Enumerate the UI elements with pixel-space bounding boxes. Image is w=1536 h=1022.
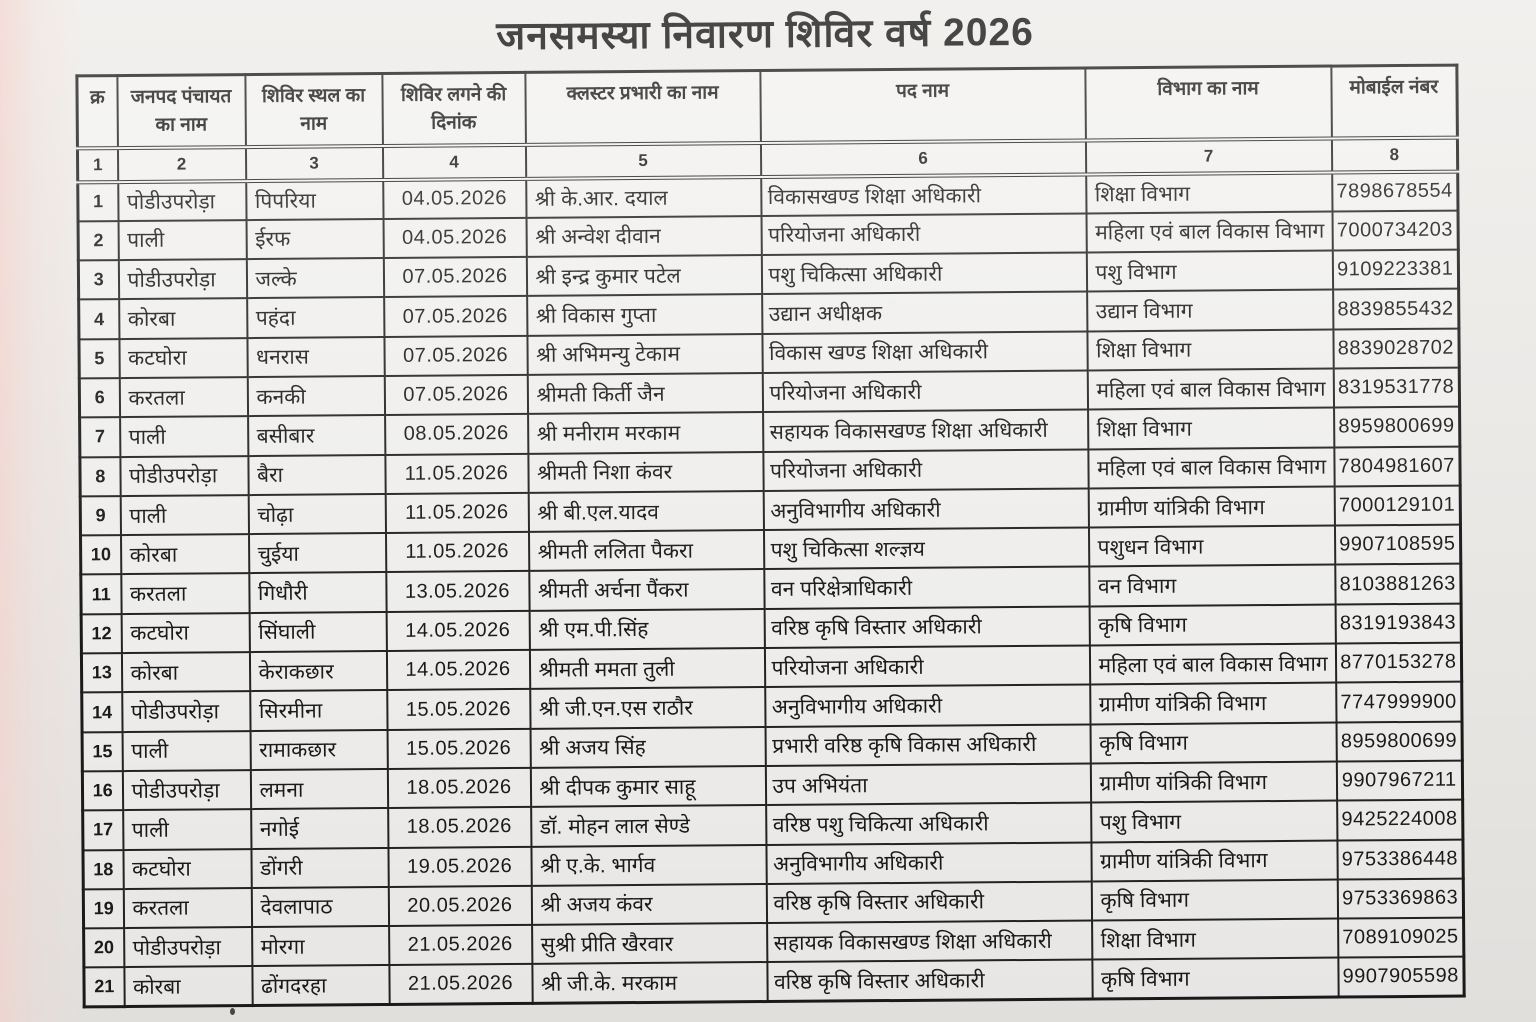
cell-serial-number: 7 xyxy=(80,417,120,457)
cell-janpad-panchayat: पोडीउपरोड़ा xyxy=(120,456,248,496)
cell-serial-number: 20 xyxy=(84,928,124,968)
cell-designation: परियोजना अधिकारी xyxy=(764,646,1089,688)
cell-department: वन विभाग xyxy=(1089,565,1335,606)
cell-mobile-number: 7089109025 xyxy=(1338,918,1464,958)
cell-camp-site: ईरफ xyxy=(246,219,383,259)
cell-designation: पशु चिकित्सा अधिकारी xyxy=(761,253,1086,295)
cell-cluster-incharge-name: श्री अभिमन्यु टेकाम xyxy=(527,334,762,375)
cell-designation: अनुविभागीय अधिकारी xyxy=(766,842,1091,884)
cell-camp-site: चुईया xyxy=(248,533,385,573)
cell-serial-number: 21 xyxy=(84,968,124,1008)
cell-janpad-panchayat: कटघोरा xyxy=(123,849,251,889)
cell-department: महिला एवं बाल विकास विभाग xyxy=(1088,447,1334,488)
cell-camp-site: पिपरिया xyxy=(246,180,383,220)
cell-janpad-panchayat: पाली xyxy=(120,416,248,456)
cell-mobile-number: 9753369863 xyxy=(1337,878,1463,918)
cell-serial-number: 4 xyxy=(79,299,119,339)
cell-mobile-number: 9109223381 xyxy=(1332,250,1458,290)
cell-cluster-incharge-name: श्री जी.एन.एस राठौर xyxy=(530,687,765,728)
table-body xyxy=(78,171,1464,1007)
cell-designation: उद्यान अधीक्षक xyxy=(762,292,1087,334)
cell-department: ग्रामीण यांत्रिकी विभाग xyxy=(1090,683,1336,724)
cell-serial-number: 6 xyxy=(79,378,119,418)
cell-designation: वरिष्ठ कृषि विस्तार अधिकारी xyxy=(767,960,1092,1002)
cell-department: महिला एवं बाल विकास विभाग xyxy=(1086,211,1332,252)
cell-designation: सहायक विकासखण्ड शिक्षा अधिकारी xyxy=(767,921,1092,963)
cell-janpad-panchayat: पाली xyxy=(118,220,246,260)
cell-designation: अनुविभागीय अधिकारी xyxy=(765,685,1090,727)
cell-cluster-incharge-name: श्री बी.एल.यादव xyxy=(528,491,763,532)
cell-janpad-panchayat: कटघोरा xyxy=(119,338,247,378)
cell-camp-date: 11.05.2026 xyxy=(385,453,528,493)
cell-camp-site: धनरास xyxy=(247,337,384,377)
cell-serial-number: 3 xyxy=(78,260,118,300)
cell-cluster-incharge-name: श्री इन्द्र कुमार पटेल xyxy=(526,255,761,296)
cell-camp-site: बसीबार xyxy=(248,415,385,455)
cell-camp-date: 04.05.2026 xyxy=(383,218,526,258)
cell-camp-date: 07.05.2026 xyxy=(384,296,527,336)
cell-department: महिला एवं बाल विकास विभाग xyxy=(1089,644,1335,685)
cell-serial-number: 17 xyxy=(83,810,123,850)
cell-camp-date: 04.05.2026 xyxy=(383,178,526,218)
camp-schedule-table xyxy=(75,64,1465,1009)
cell-serial-number: 13 xyxy=(81,653,121,693)
cell-mobile-number: 7804981607 xyxy=(1334,446,1460,486)
column-header: पद नाम xyxy=(760,68,1086,143)
cell-designation: प्रभारी वरिष्ठ कृषि विकास अधिकारी xyxy=(765,724,1090,766)
cell-mobile-number: 9907905598 xyxy=(1338,957,1464,997)
cell-camp-site: ढोंगदरहा xyxy=(252,965,389,1005)
cell-camp-site: चोढ़ा xyxy=(248,494,385,534)
cell-camp-date: 18.05.2026 xyxy=(388,807,531,847)
cell-mobile-number: 8959800699 xyxy=(1336,721,1462,761)
cell-camp-date: 18.05.2026 xyxy=(387,768,530,808)
cell-department: पशुधन विभाग xyxy=(1088,526,1334,567)
column-header: विभाग का नाम xyxy=(1085,66,1332,140)
cell-camp-site: रामाकछार xyxy=(250,730,387,770)
cell-mobile-number: 8319531778 xyxy=(1333,368,1459,408)
cell-cluster-incharge-name: श्रीमती किर्ती जैन xyxy=(527,373,762,414)
cell-camp-date: 14.05.2026 xyxy=(386,611,529,651)
cell-mobile-number: 8839028702 xyxy=(1333,328,1459,368)
cell-cluster-incharge-name: श्रीमती अर्चना पैंकरा xyxy=(529,570,764,611)
cell-mobile-number: 7000129101 xyxy=(1334,485,1460,525)
cell-camp-site: मोरगा xyxy=(252,926,389,966)
cell-serial-number: 5 xyxy=(79,339,119,379)
cell-camp-site: गिधौरी xyxy=(249,572,386,612)
cell-department: शिक्षा विभाग xyxy=(1087,329,1333,370)
cell-department: उद्यान विभाग xyxy=(1087,290,1333,331)
cell-camp-site: देवलापाठ xyxy=(251,887,388,927)
cell-designation: पशु चिकित्सा शल्ज्ञय xyxy=(763,528,1088,570)
cell-mobile-number: 9907967211 xyxy=(1336,761,1462,801)
column-header: शिविर स्थल का नाम xyxy=(245,74,383,147)
column-header: क्र xyxy=(77,76,118,148)
cell-camp-site: बैरा xyxy=(248,455,385,495)
column-header: मोबाईल नंबर xyxy=(1331,65,1458,138)
cell-cluster-incharge-name: श्री जी.के. मरकाम xyxy=(532,962,767,1003)
cell-janpad-panchayat: पाली xyxy=(123,809,251,849)
cell-cluster-incharge-name: श्री अन्वेश दीवान xyxy=(526,216,761,257)
cell-designation: परियोजना अधिकारी xyxy=(763,449,1088,491)
cell-camp-date: 20.05.2026 xyxy=(388,886,531,926)
cell-designation: विकास खण्ड शिक्षा अधिकारी xyxy=(762,331,1087,373)
cell-camp-site: डोंगरी xyxy=(251,848,388,888)
cell-camp-site: लमना xyxy=(250,769,387,809)
cell-cluster-incharge-name: श्रीमती निशा कंवर xyxy=(528,452,763,493)
cell-mobile-number: 8103881263 xyxy=(1335,564,1461,604)
cell-department: शिक्षा विभाग xyxy=(1086,172,1332,213)
cell-janpad-panchayat: पाली xyxy=(120,495,248,535)
cell-janpad-panchayat: कोरबा xyxy=(124,967,252,1007)
cell-serial-number: 10 xyxy=(81,535,121,575)
cell-cluster-incharge-name: श्री के.आर. दयाल xyxy=(526,177,761,218)
cell-serial-number: 2 xyxy=(78,221,118,261)
cell-department: ग्रामीण यांत्रिकी विभाग xyxy=(1091,840,1337,881)
cell-department: कृषि विभाग xyxy=(1090,722,1336,763)
ink-speck xyxy=(230,1008,235,1015)
cell-janpad-panchayat: पोडीउपरोड़ा xyxy=(124,927,252,967)
cell-camp-date: 21.05.2026 xyxy=(389,964,532,1004)
cell-camp-site: जल्के xyxy=(246,258,383,298)
cell-janpad-panchayat: करतला xyxy=(119,377,247,417)
cell-camp-date: 07.05.2026 xyxy=(384,375,527,415)
cell-designation: अनुविभागीय अधिकारी xyxy=(763,488,1088,530)
cell-department: कृषि विभाग xyxy=(1091,879,1337,920)
page-title: जनसमस्या निवारण शिविर वर्ष 2026 xyxy=(496,10,1035,59)
cell-camp-site: सिरमीना xyxy=(250,690,387,730)
cell-cluster-incharge-name: श्री मनीराम मरकाम xyxy=(528,412,763,453)
cell-janpad-panchayat: कोरबा xyxy=(119,298,247,338)
cell-cluster-incharge-name: श्री एम.पी.सिंह xyxy=(529,609,764,650)
column-number: 2 xyxy=(117,147,245,182)
cell-mobile-number: 8770153278 xyxy=(1335,643,1461,683)
cell-designation: उप अभियंता xyxy=(765,763,1090,805)
cell-janpad-panchayat: पोडीउपरोड़ा xyxy=(118,259,246,299)
cell-cluster-incharge-name: श्री दीपक कुमार साहू xyxy=(530,766,765,807)
cell-mobile-number: 8959800699 xyxy=(1334,407,1460,447)
cell-janpad-panchayat: पोडीउपरोड़ा xyxy=(122,770,250,810)
cell-mobile-number: 8839855432 xyxy=(1333,289,1459,329)
cell-department: कृषि विभाग xyxy=(1092,958,1338,999)
cell-camp-date: 07.05.2026 xyxy=(383,257,526,297)
cell-camp-site: सिंघाली xyxy=(249,612,386,652)
cell-mobile-number: 7898678554 xyxy=(1332,171,1458,211)
cell-janpad-panchayat: कोरबा xyxy=(121,652,249,692)
cell-janpad-panchayat: कटघोरा xyxy=(121,613,249,653)
cell-janpad-panchayat: करतला xyxy=(121,574,249,614)
cell-camp-date: 21.05.2026 xyxy=(389,925,532,965)
cell-department: पशु विभाग xyxy=(1091,801,1337,842)
cell-mobile-number: 9425224008 xyxy=(1337,800,1463,840)
cell-serial-number: 9 xyxy=(80,496,120,536)
cell-cluster-incharge-name: श्रीमती ललिता पैकरा xyxy=(528,530,763,571)
column-number: 4 xyxy=(382,144,525,179)
cell-department: ग्रामीण यांत्रिकी विभाग xyxy=(1090,762,1336,803)
cell-serial-number: 19 xyxy=(83,889,123,929)
cell-department: शिक्षा विभाग xyxy=(1092,919,1338,960)
table-header xyxy=(77,65,1458,182)
cell-serial-number: 8 xyxy=(80,457,120,497)
cell-serial-number: 15 xyxy=(82,732,122,772)
cell-department: ग्रामीण यांत्रिकी विभाग xyxy=(1088,486,1334,527)
cell-janpad-panchayat: पाली xyxy=(122,731,250,771)
cell-camp-site: नगोई xyxy=(251,808,388,848)
cell-department: शिक्षा विभाग xyxy=(1088,408,1334,449)
cell-camp-date: 19.05.2026 xyxy=(388,846,531,886)
column-number: 8 xyxy=(1331,137,1457,172)
cell-serial-number: 1 xyxy=(78,182,118,222)
cell-designation: वन परिक्षेत्राधिकारी xyxy=(764,567,1089,609)
cell-cluster-incharge-name: डॉ. मोहन लाल सेण्डे xyxy=(531,805,766,846)
cell-camp-date: 07.05.2026 xyxy=(384,336,527,376)
cell-designation: वरिष्ठ पशु चिकित्या अधिकारी xyxy=(766,803,1091,845)
cell-designation: वरिष्ठ कृषि विस्तार अधिकारी xyxy=(766,881,1091,923)
cell-camp-date: 15.05.2026 xyxy=(387,729,530,769)
column-number: 7 xyxy=(1085,138,1331,174)
cell-camp-site: कनकी xyxy=(247,376,384,416)
cell-mobile-number: 7000734203 xyxy=(1332,210,1458,250)
cell-janpad-panchayat: पोडीउपरोड़ा xyxy=(118,181,246,221)
cell-cluster-incharge-name: श्रीमती ममता तुली xyxy=(529,648,764,689)
column-header: शिविर लगने की दिनांक xyxy=(382,72,526,145)
cell-mobile-number: 8319193843 xyxy=(1335,603,1461,643)
cell-designation: विकासखण्ड शिक्षा अधिकारी xyxy=(761,174,1086,216)
cell-designation: परियोजना अधिकारी xyxy=(762,370,1087,412)
cell-camp-date: 15.05.2026 xyxy=(387,689,530,729)
cell-department: कृषि विभाग xyxy=(1089,604,1335,645)
cell-mobile-number: 7747999900 xyxy=(1336,682,1462,722)
cell-serial-number: 18 xyxy=(83,850,123,890)
cell-camp-site: पहंदा xyxy=(247,297,384,337)
scanned-sheet xyxy=(75,1,1463,1009)
column-number: 5 xyxy=(525,143,760,179)
cell-camp-date: 14.05.2026 xyxy=(386,650,529,690)
cell-department: पशु विभाग xyxy=(1086,251,1332,292)
cell-camp-site: केराकछार xyxy=(249,651,386,691)
cell-cluster-incharge-name: सुश्री प्रीति खैरवार xyxy=(532,923,767,964)
cell-cluster-incharge-name: श्री अजय कंवर xyxy=(531,884,766,925)
cell-janpad-panchayat: पोडीउपरोड़ा xyxy=(122,691,250,731)
cell-cluster-incharge-name: श्री अजय सिंह xyxy=(530,727,765,768)
cell-janpad-panchayat: करतला xyxy=(123,888,251,928)
cell-mobile-number: 9753386448 xyxy=(1337,839,1463,879)
cell-serial-number: 12 xyxy=(81,614,121,654)
cell-designation: सहायक विकासखण्ड शिक्षा अधिकारी xyxy=(763,410,1088,452)
column-header: जनपद पंचायत का नाम xyxy=(117,75,246,148)
cell-mobile-number: 9907108595 xyxy=(1334,525,1460,565)
header-row xyxy=(77,65,1458,148)
cell-serial-number: 16 xyxy=(82,771,122,811)
cell-cluster-incharge-name: श्री विकास गुप्ता xyxy=(527,294,762,335)
column-header: क्लस्टर प्रभारी का नाम xyxy=(525,71,761,145)
cell-designation: परियोजना अधिकारी xyxy=(761,213,1086,255)
cell-cluster-incharge-name: श्री ए.के. भार्गव xyxy=(531,845,766,886)
cell-department: महिला एवं बाल विकास विभाग xyxy=(1087,369,1333,410)
cell-designation: वरिष्ठ कृषि विस्तार अधिकारी xyxy=(764,606,1089,648)
column-number: 3 xyxy=(245,146,382,181)
cell-janpad-panchayat: कोरबा xyxy=(121,534,249,574)
cell-serial-number: 14 xyxy=(82,692,122,732)
column-number: 1 xyxy=(77,148,117,182)
column-number: 6 xyxy=(760,140,1085,177)
cell-camp-date: 13.05.2026 xyxy=(386,571,529,611)
cell-serial-number: 11 xyxy=(81,575,121,615)
cell-camp-date: 11.05.2026 xyxy=(385,532,528,572)
cell-camp-date: 08.05.2026 xyxy=(385,414,528,454)
cell-camp-date: 11.05.2026 xyxy=(385,493,528,533)
